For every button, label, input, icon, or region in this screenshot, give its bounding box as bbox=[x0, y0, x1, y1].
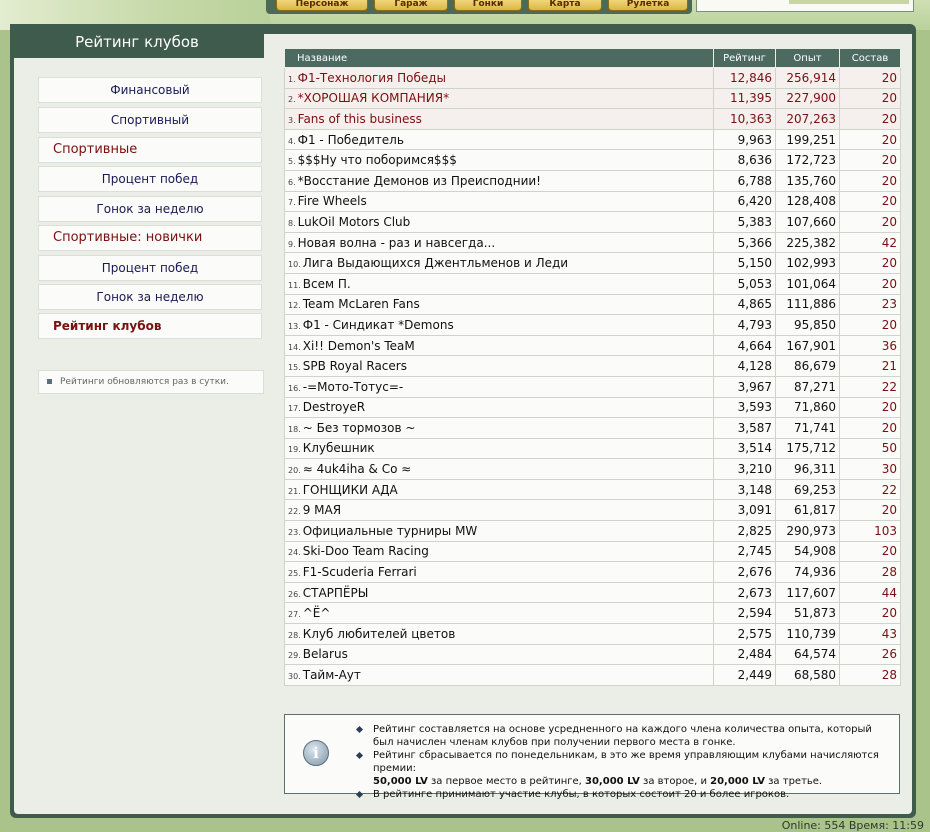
rank-position: 30. bbox=[288, 672, 301, 682]
club-name-cell bbox=[285, 109, 714, 130]
size-cell: 20 bbox=[840, 397, 901, 418]
size-cell: 26 bbox=[840, 644, 901, 665]
rating-cell: 12,846 bbox=[714, 68, 776, 89]
exp-cell: 290,973 bbox=[776, 521, 840, 542]
club-name-link[interactable]: Лига Выдающихся Джентльменов и Леди bbox=[302, 256, 569, 271]
club-name-cell bbox=[285, 541, 714, 562]
club-name-cell bbox=[285, 644, 714, 665]
sidebar-item-newbie-races-week[interactable]: Гонок за неделю bbox=[38, 284, 262, 310]
rating-cell: 5,053 bbox=[714, 273, 776, 294]
sidebar-item-sport[interactable]: Спортивный bbox=[38, 107, 262, 133]
exp-cell: 227,900 bbox=[776, 88, 840, 109]
rank-position: 7. bbox=[288, 198, 296, 208]
size-cell: 20 bbox=[840, 500, 901, 521]
rating-cell: 3,091 bbox=[714, 500, 776, 521]
rank-position: 5. bbox=[288, 157, 296, 167]
size-cell: 103 bbox=[840, 521, 901, 542]
exp-cell: 87,271 bbox=[776, 376, 840, 397]
club-name-cell bbox=[285, 603, 714, 624]
sidebar-item-club-rating[interactable]: Рейтинг клубов bbox=[38, 313, 262, 339]
rank-position: 12. bbox=[288, 301, 301, 311]
sidebar-title: Рейтинг клубов bbox=[75, 33, 199, 51]
club-name-link[interactable]: ^Ё^ bbox=[302, 606, 331, 621]
club-name-cell bbox=[285, 150, 714, 171]
club-name-link[interactable]: Ф1 - Синдикат *Demons bbox=[302, 317, 454, 332]
rank-position: 21. bbox=[288, 486, 301, 496]
size-cell: 28 bbox=[840, 665, 901, 686]
exp-cell: 69,253 bbox=[776, 479, 840, 500]
size-cell: 22 bbox=[840, 376, 901, 397]
rating-cell: 5,383 bbox=[714, 212, 776, 233]
nav-button-garage[interactable]: Гараж bbox=[374, 0, 448, 11]
club-name-link[interactable]: *ХОРОШАЯ КОМПАНИЯ* bbox=[297, 91, 450, 106]
table-body bbox=[285, 68, 901, 686]
club-name-cell bbox=[285, 624, 714, 645]
exp-cell: 51,873 bbox=[776, 603, 840, 624]
exp-cell: 101,064 bbox=[776, 273, 840, 294]
rank-position: 16. bbox=[288, 383, 301, 393]
table-row bbox=[285, 68, 901, 89]
size-cell: 20 bbox=[840, 109, 901, 130]
rating-cell: 4,865 bbox=[714, 294, 776, 315]
rating-cell: 3,514 bbox=[714, 438, 776, 459]
rank-position: 13. bbox=[288, 321, 301, 331]
size-cell: 20 bbox=[840, 129, 901, 150]
exp-cell: 175,712 bbox=[776, 438, 840, 459]
club-name-cell bbox=[285, 397, 714, 418]
club-name-cell bbox=[285, 521, 714, 542]
info-icon: i bbox=[303, 740, 329, 766]
rank-position: 4. bbox=[288, 136, 296, 146]
rating-cell: 6,420 bbox=[714, 191, 776, 212]
club-name-cell bbox=[285, 500, 714, 521]
table-row bbox=[285, 376, 901, 397]
size-cell: 20 bbox=[840, 68, 901, 89]
exp-cell: 86,679 bbox=[776, 356, 840, 377]
club-name-link[interactable]: Ф1 - Победитель bbox=[297, 132, 404, 147]
club-name-cell bbox=[285, 129, 714, 150]
sidebar-note-text: Рейтинги обновляются раз в сутки. bbox=[60, 377, 229, 387]
rating-cell: 4,664 bbox=[714, 335, 776, 356]
sidebar-note bbox=[38, 370, 264, 394]
rank-position: 22. bbox=[288, 507, 301, 517]
rating-cell: 2,673 bbox=[714, 582, 776, 603]
size-cell: 36 bbox=[840, 335, 901, 356]
club-name-link[interactable]: SPB Royal Racers bbox=[302, 359, 407, 374]
club-name-cell bbox=[285, 479, 714, 500]
column-header-name[interactable]: Название bbox=[285, 49, 714, 68]
size-cell: 20 bbox=[840, 541, 901, 562]
exp-cell: 107,660 bbox=[776, 212, 840, 233]
club-name-cell bbox=[285, 459, 714, 480]
rank-position: 19. bbox=[288, 445, 301, 455]
club-name-link[interactable]: Fire Wheels bbox=[297, 194, 367, 209]
table-row bbox=[285, 109, 901, 130]
exp-cell: 117,607 bbox=[776, 582, 840, 603]
exp-cell: 256,914 bbox=[776, 68, 840, 89]
table-row bbox=[285, 253, 901, 274]
rank-position: 11. bbox=[288, 280, 301, 290]
size-cell: 20 bbox=[840, 212, 901, 233]
table-row bbox=[285, 273, 901, 294]
rank-position: 9. bbox=[288, 239, 296, 249]
rating-cell: 2,825 bbox=[714, 521, 776, 542]
exp-cell: 71,860 bbox=[776, 397, 840, 418]
club-name-link[interactable]: Ski-Doo Team Racing bbox=[302, 544, 429, 559]
club-name-link[interactable]: Клуб любителей цветов bbox=[302, 626, 456, 641]
rank-position: 14. bbox=[288, 342, 301, 352]
club-name-cell bbox=[285, 376, 714, 397]
rank-position: 26. bbox=[288, 589, 301, 599]
sidebar-item-financial[interactable]: Финансовый bbox=[38, 77, 262, 103]
table-row bbox=[285, 521, 901, 542]
table-row bbox=[285, 356, 901, 377]
club-name-link[interactable]: Ф1-Технология Победы bbox=[297, 70, 447, 85]
exp-cell: 207,263 bbox=[776, 109, 840, 130]
rating-cell: 2,594 bbox=[714, 603, 776, 624]
size-cell: 20 bbox=[840, 253, 901, 274]
prize-first: 50,000 LV bbox=[373, 776, 428, 787]
table-row bbox=[285, 562, 901, 583]
club-name-cell bbox=[285, 253, 714, 274]
club-name-cell bbox=[285, 665, 714, 686]
club-name-link[interactable]: -=Мото-Тотус=- bbox=[302, 379, 404, 394]
table-row bbox=[285, 438, 901, 459]
info-line-2: Рейтинг сбрасывается по понедельникам, в это же время управляющим клубами начисляются премии: 50,000 LV за первое место в рейтинге, 30,000 LV за второе, и 20,000 LV за третье. bbox=[355, 749, 895, 788]
exp-cell: 96,311 bbox=[776, 459, 840, 480]
size-cell: 42 bbox=[840, 232, 901, 253]
club-name-link[interactable]: DestroyeR bbox=[302, 400, 366, 415]
club-name-cell bbox=[285, 335, 714, 356]
top-nav bbox=[266, 0, 692, 14]
size-cell: 21 bbox=[840, 356, 901, 377]
size-cell: 22 bbox=[840, 479, 901, 500]
nav-button-roulette[interactable]: Рулетка bbox=[608, 0, 688, 11]
table-row bbox=[285, 232, 901, 253]
sidebar-item-win-percent[interactable]: Процент побед bbox=[38, 166, 262, 192]
club-name-cell bbox=[285, 438, 714, 459]
sidebar-section-sport-newbies[interactable]: Спортивные: новички bbox=[38, 225, 262, 251]
club-name-cell bbox=[285, 273, 714, 294]
rank-position: 25. bbox=[288, 569, 301, 579]
club-name-cell bbox=[285, 191, 714, 212]
club-name-link[interactable]: ≈ 4uk4iha & Co ≈ bbox=[302, 462, 412, 477]
rating-cell: 3,210 bbox=[714, 459, 776, 480]
club-name-cell bbox=[285, 232, 714, 253]
rating-cell: 3,587 bbox=[714, 418, 776, 439]
rank-position: 29. bbox=[288, 651, 301, 661]
rank-position: 18. bbox=[288, 424, 301, 434]
bullet-icon bbox=[356, 791, 363, 798]
rank-position: 2. bbox=[288, 95, 296, 105]
size-cell: 20 bbox=[840, 603, 901, 624]
club-name-cell bbox=[285, 418, 714, 439]
rating-cell: 5,366 bbox=[714, 232, 776, 253]
club-name-link[interactable]: 9 МАЯ bbox=[302, 503, 342, 518]
table-row bbox=[285, 170, 901, 191]
size-cell: 28 bbox=[840, 562, 901, 583]
exp-cell: 74,936 bbox=[776, 562, 840, 583]
club-name-link[interactable]: Belarus bbox=[302, 647, 348, 662]
sidebar-item-newbie-win-percent[interactable]: Процент побед bbox=[38, 255, 262, 281]
size-cell: 20 bbox=[840, 273, 901, 294]
rank-position: 17. bbox=[288, 404, 301, 414]
sidebar-item-races-week[interactable]: Гонок за неделю bbox=[38, 196, 262, 222]
rank-position: 1. bbox=[288, 74, 296, 84]
exp-cell: 71,741 bbox=[776, 418, 840, 439]
club-name-cell bbox=[285, 170, 714, 191]
exp-cell: 110,739 bbox=[776, 624, 840, 645]
top-info-box bbox=[696, 0, 914, 12]
club-name-link[interactable]: *Восстание Демонов из Преисподнии! bbox=[297, 173, 541, 188]
size-cell: 20 bbox=[840, 315, 901, 336]
rating-cell: 8,636 bbox=[714, 150, 776, 171]
rating-cell: 10,363 bbox=[714, 109, 776, 130]
exp-cell: 102,993 bbox=[776, 253, 840, 274]
info-line-3: В рейтинге принимают участие клубы, в которых состоит 20 и более игроков. bbox=[355, 788, 895, 801]
sidebar-title-bar bbox=[10, 24, 264, 58]
rank-position: 27. bbox=[288, 610, 301, 620]
table-row bbox=[285, 665, 901, 686]
club-name-link[interactable]: Всем П. bbox=[302, 276, 351, 291]
exp-cell: 64,574 bbox=[776, 644, 840, 665]
rank-position: 3. bbox=[288, 115, 296, 125]
exp-cell: 95,850 bbox=[776, 315, 840, 336]
nav-button-character[interactable]: Персонаж bbox=[276, 0, 368, 11]
rating-cell: 11,395 bbox=[714, 88, 776, 109]
club-name-cell bbox=[285, 88, 714, 109]
rating-cell: 2,575 bbox=[714, 624, 776, 645]
club-name-cell bbox=[285, 294, 714, 315]
rank-position: 15. bbox=[288, 363, 301, 373]
bullet-icon bbox=[356, 752, 363, 759]
club-name-link[interactable]: Xi!! Demon's TeaM bbox=[302, 338, 415, 353]
rating-cell: 5,150 bbox=[714, 253, 776, 274]
rating-cell: 6,788 bbox=[714, 170, 776, 191]
club-name-cell bbox=[285, 356, 714, 377]
rank-position: 20. bbox=[288, 466, 301, 476]
rank-position: 24. bbox=[288, 548, 301, 558]
prize-second: 30,000 LV bbox=[585, 776, 640, 787]
table-row bbox=[285, 294, 901, 315]
rating-cell: 2,484 bbox=[714, 644, 776, 665]
size-cell: 20 bbox=[840, 170, 901, 191]
info-box bbox=[284, 714, 900, 800]
table-row bbox=[285, 644, 901, 665]
bullet-icon bbox=[47, 379, 52, 384]
table-row bbox=[285, 603, 901, 624]
rating-cell: 4,793 bbox=[714, 315, 776, 336]
status-bar: Online: 554 Время: 11:59 bbox=[781, 819, 924, 832]
exp-cell: 128,408 bbox=[776, 191, 840, 212]
rating-cell: 3,967 bbox=[714, 376, 776, 397]
club-name-cell bbox=[285, 562, 714, 583]
exp-cell: 167,901 bbox=[776, 335, 840, 356]
exp-cell: 54,908 bbox=[776, 541, 840, 562]
club-name-link[interactable]: СТАРПЁРЫ bbox=[302, 585, 369, 600]
club-name-cell bbox=[285, 582, 714, 603]
size-cell: 23 bbox=[840, 294, 901, 315]
size-cell: 20 bbox=[840, 88, 901, 109]
table-row bbox=[285, 191, 901, 212]
club-rating-table bbox=[284, 48, 901, 686]
club-name-link[interactable]: LukOil Motors Club bbox=[297, 214, 411, 229]
table-row bbox=[285, 459, 901, 480]
table-row bbox=[285, 500, 901, 521]
club-name-link[interactable]: Тайм-Аут bbox=[302, 668, 361, 683]
exp-cell: 225,382 bbox=[776, 232, 840, 253]
info-line-1: Рейтинг составляется на основе усредненного на каждого члена количества опыта, который был начислен членам клубов при получении первого места в гонке. bbox=[355, 723, 895, 749]
exp-cell: 68,580 bbox=[776, 665, 840, 686]
club-name-link[interactable]: $$$Ну что поборимся$$$ bbox=[297, 153, 457, 168]
rank-position: 28. bbox=[288, 630, 301, 640]
nav-button-map[interactable]: Карта bbox=[528, 0, 602, 11]
rank-position: 23. bbox=[288, 527, 301, 537]
table-row bbox=[285, 315, 901, 336]
exp-cell: 135,760 bbox=[776, 170, 840, 191]
rank-position: 6. bbox=[288, 177, 296, 187]
rating-cell: 9,963 bbox=[714, 129, 776, 150]
column-header-exp[interactable]: Опыт bbox=[776, 49, 840, 68]
table-header-row bbox=[285, 49, 901, 68]
club-name-link[interactable]: Fans of this business bbox=[297, 111, 422, 126]
table-row bbox=[285, 212, 901, 233]
table-row bbox=[285, 418, 901, 439]
table-row bbox=[285, 479, 901, 500]
size-cell: 30 bbox=[840, 459, 901, 480]
size-cell: 43 bbox=[840, 624, 901, 645]
club-name-link[interactable]: ~ Без тормозов ~ bbox=[302, 420, 416, 435]
table-row bbox=[285, 541, 901, 562]
table-row bbox=[285, 624, 901, 645]
club-name-link[interactable]: F1-Scuderia Ferrari bbox=[302, 565, 417, 580]
rank-position: 8. bbox=[288, 218, 296, 228]
size-cell: 20 bbox=[840, 191, 901, 212]
rating-cell: 2,449 bbox=[714, 665, 776, 686]
exp-cell: 61,817 bbox=[776, 500, 840, 521]
size-cell: 20 bbox=[840, 150, 901, 171]
table-row bbox=[285, 582, 901, 603]
club-name-cell bbox=[285, 212, 714, 233]
club-name-cell bbox=[285, 315, 714, 336]
nav-button-races[interactable]: Гонки bbox=[454, 0, 522, 11]
exp-cell: 199,251 bbox=[776, 129, 840, 150]
table-row bbox=[285, 397, 901, 418]
rating-cell: 4,128 bbox=[714, 356, 776, 377]
club-name-link[interactable]: Официальные турниры MW bbox=[302, 523, 478, 538]
sidebar-section-sport[interactable]: Спортивные bbox=[38, 137, 262, 163]
table-row bbox=[285, 129, 901, 150]
club-name-link[interactable]: Новая волна - раз и навсегда... bbox=[297, 235, 496, 250]
club-name-link[interactable]: Team McLaren Fans bbox=[302, 297, 420, 312]
club-name-link[interactable]: ГОНЩИКИ АДА bbox=[302, 482, 398, 497]
size-cell: 20 bbox=[840, 418, 901, 439]
club-name-cell bbox=[285, 68, 714, 89]
size-cell: 44 bbox=[840, 582, 901, 603]
rating-cell: 3,593 bbox=[714, 397, 776, 418]
table-row bbox=[285, 150, 901, 171]
size-cell: 50 bbox=[840, 438, 901, 459]
rating-cell: 3,148 bbox=[714, 479, 776, 500]
club-name-link[interactable]: Клубешник bbox=[302, 441, 375, 456]
table-row bbox=[285, 88, 901, 109]
column-header-size[interactable]: Состав bbox=[840, 49, 901, 68]
exp-cell: 172,723 bbox=[776, 150, 840, 171]
column-header-rating[interactable]: Рейтинг bbox=[714, 49, 776, 68]
rating-cell: 2,745 bbox=[714, 541, 776, 562]
table-row bbox=[285, 335, 901, 356]
info-text bbox=[355, 723, 895, 801]
bullet-icon bbox=[356, 726, 363, 733]
prize-third: 20,000 LV bbox=[710, 776, 765, 787]
exp-cell: 111,886 bbox=[776, 294, 840, 315]
rank-position: 10. bbox=[288, 260, 301, 270]
rating-cell: 2,676 bbox=[714, 562, 776, 583]
